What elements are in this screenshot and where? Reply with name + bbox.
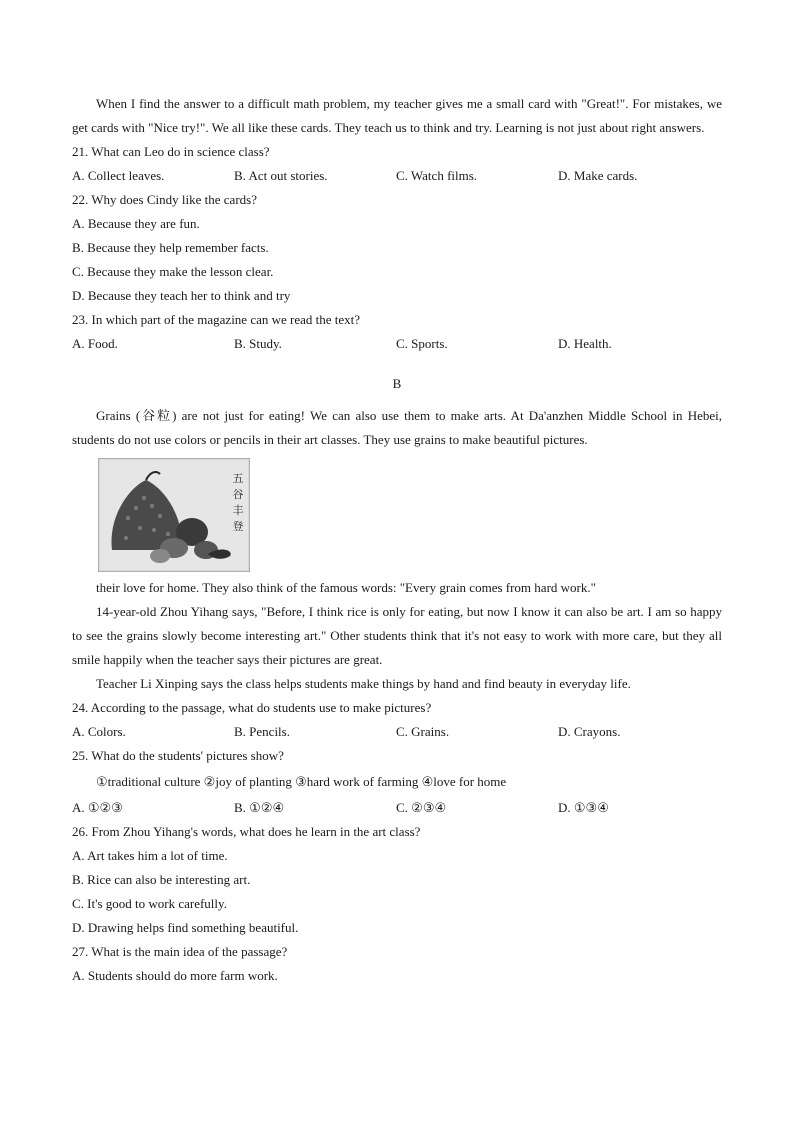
q25-option-c: C. ②③④ bbox=[396, 800, 447, 815]
q23-option-d: D. Health. bbox=[558, 336, 612, 351]
exam-page bbox=[72, 92, 722, 988]
grain-art-photo bbox=[98, 458, 250, 572]
q24-option-b: B. Pencils. bbox=[234, 724, 290, 739]
question-24-options bbox=[72, 720, 722, 744]
q22-option-a: A. Because they are fun. bbox=[72, 216, 200, 231]
question-21-options bbox=[72, 164, 722, 188]
question-25-options bbox=[72, 796, 722, 820]
q22-option-c: C. Because they make the lesson clear. bbox=[72, 264, 274, 279]
q24-option-c: C. Grains. bbox=[396, 724, 450, 739]
q21-option-c: C. Watch films. bbox=[396, 168, 478, 183]
q25-option-d: D. ①③④ bbox=[558, 800, 609, 815]
q23-option-c: C. Sports. bbox=[396, 336, 448, 351]
q27-option-a: A. Students should do more farm work. bbox=[72, 968, 278, 983]
q23-option-b: B. Study. bbox=[234, 336, 282, 351]
q21-option-a: A. Collect leaves. bbox=[72, 168, 165, 183]
q21-option-b: B. Act out stories. bbox=[234, 168, 328, 183]
q26-option-c: C. It's good to work carefully. bbox=[72, 896, 227, 911]
q25-option-a: A. ①②③ bbox=[72, 800, 123, 815]
question-22: 22. Why does Cindy like the cards? bbox=[72, 192, 257, 207]
q26-option-d: D. Drawing helps find something beautiful. bbox=[72, 920, 299, 935]
q22-option-d: D. Because they teach her to think and try bbox=[72, 288, 291, 303]
svg-text:五: 五 bbox=[232, 472, 244, 485]
question-27: 27. What is the main idea of the passage? bbox=[72, 944, 288, 959]
passage-b-paragraph-4: Teacher Li Xinping says the class helps students make things by hand and find beauty in everyday life. bbox=[96, 676, 631, 691]
section-b-heading: B bbox=[392, 376, 402, 391]
question-23-options bbox=[72, 332, 722, 356]
q26-option-a: A. Art takes him a lot of time. bbox=[72, 848, 228, 863]
svg-text:丰: 丰 bbox=[232, 504, 244, 517]
q23-option-a: A. Food. bbox=[72, 336, 118, 351]
question-26: 26. From Zhou Yihang's words, what does he learn in the art class? bbox=[72, 824, 421, 839]
question-21: 21. What can Leo do in science class? bbox=[72, 144, 270, 159]
question-24: 24. According to the passage, what do students use to make pictures? bbox=[72, 700, 432, 715]
svg-text:登: 登 bbox=[232, 520, 244, 533]
q25-option-b: B. ①②④ bbox=[234, 800, 285, 815]
passage-b-paragraph-1: Grains (谷粒) are not just for eating! We can also use them to make arts. At Da'anzhen Middle School in Hebei, students do not use colors or pencils in their art classes. They use grains to make beautiful pictures. bbox=[72, 408, 722, 447]
q21-option-d: D. Make cards. bbox=[558, 168, 638, 183]
passage-a-end: When I find the answer to a difficult math problem, my teacher gives me a small card with "Great!". For mistakes, we get cards with "Nice try!". We all like these cards. They teach us to think and try. Learning is not just about right answers. bbox=[72, 96, 722, 135]
q22-option-b: B. Because they help remember facts. bbox=[72, 240, 269, 255]
question-23: 23. In which part of the magazine can we read the text? bbox=[72, 312, 361, 327]
q24-option-a: A. Colors. bbox=[72, 724, 126, 739]
q24-option-d: D. Crayons. bbox=[558, 724, 621, 739]
passage-b-paragraph-2: their love for home. They also think of the famous words: "Every grain comes from hard work." bbox=[96, 580, 596, 595]
passage-b-paragraph-3: 14-year-old Zhou Yihang says, "Before, I think rice is only for eating, but now I know it can also be art. I am so happy to see the grains slowly become interesting art." Other students think that it's not easy to work with more care, but they all smile happily when the teacher says their pictures are great. bbox=[72, 604, 722, 667]
q25-statements: ①traditional culture ②joy of planting ③hard work of farming ④love for home bbox=[96, 774, 507, 789]
q26-option-b: B. Rice can also be interesting art. bbox=[72, 872, 251, 887]
question-25: 25. What do the students' pictures show? bbox=[72, 748, 284, 763]
svg-text:谷: 谷 bbox=[232, 488, 244, 501]
